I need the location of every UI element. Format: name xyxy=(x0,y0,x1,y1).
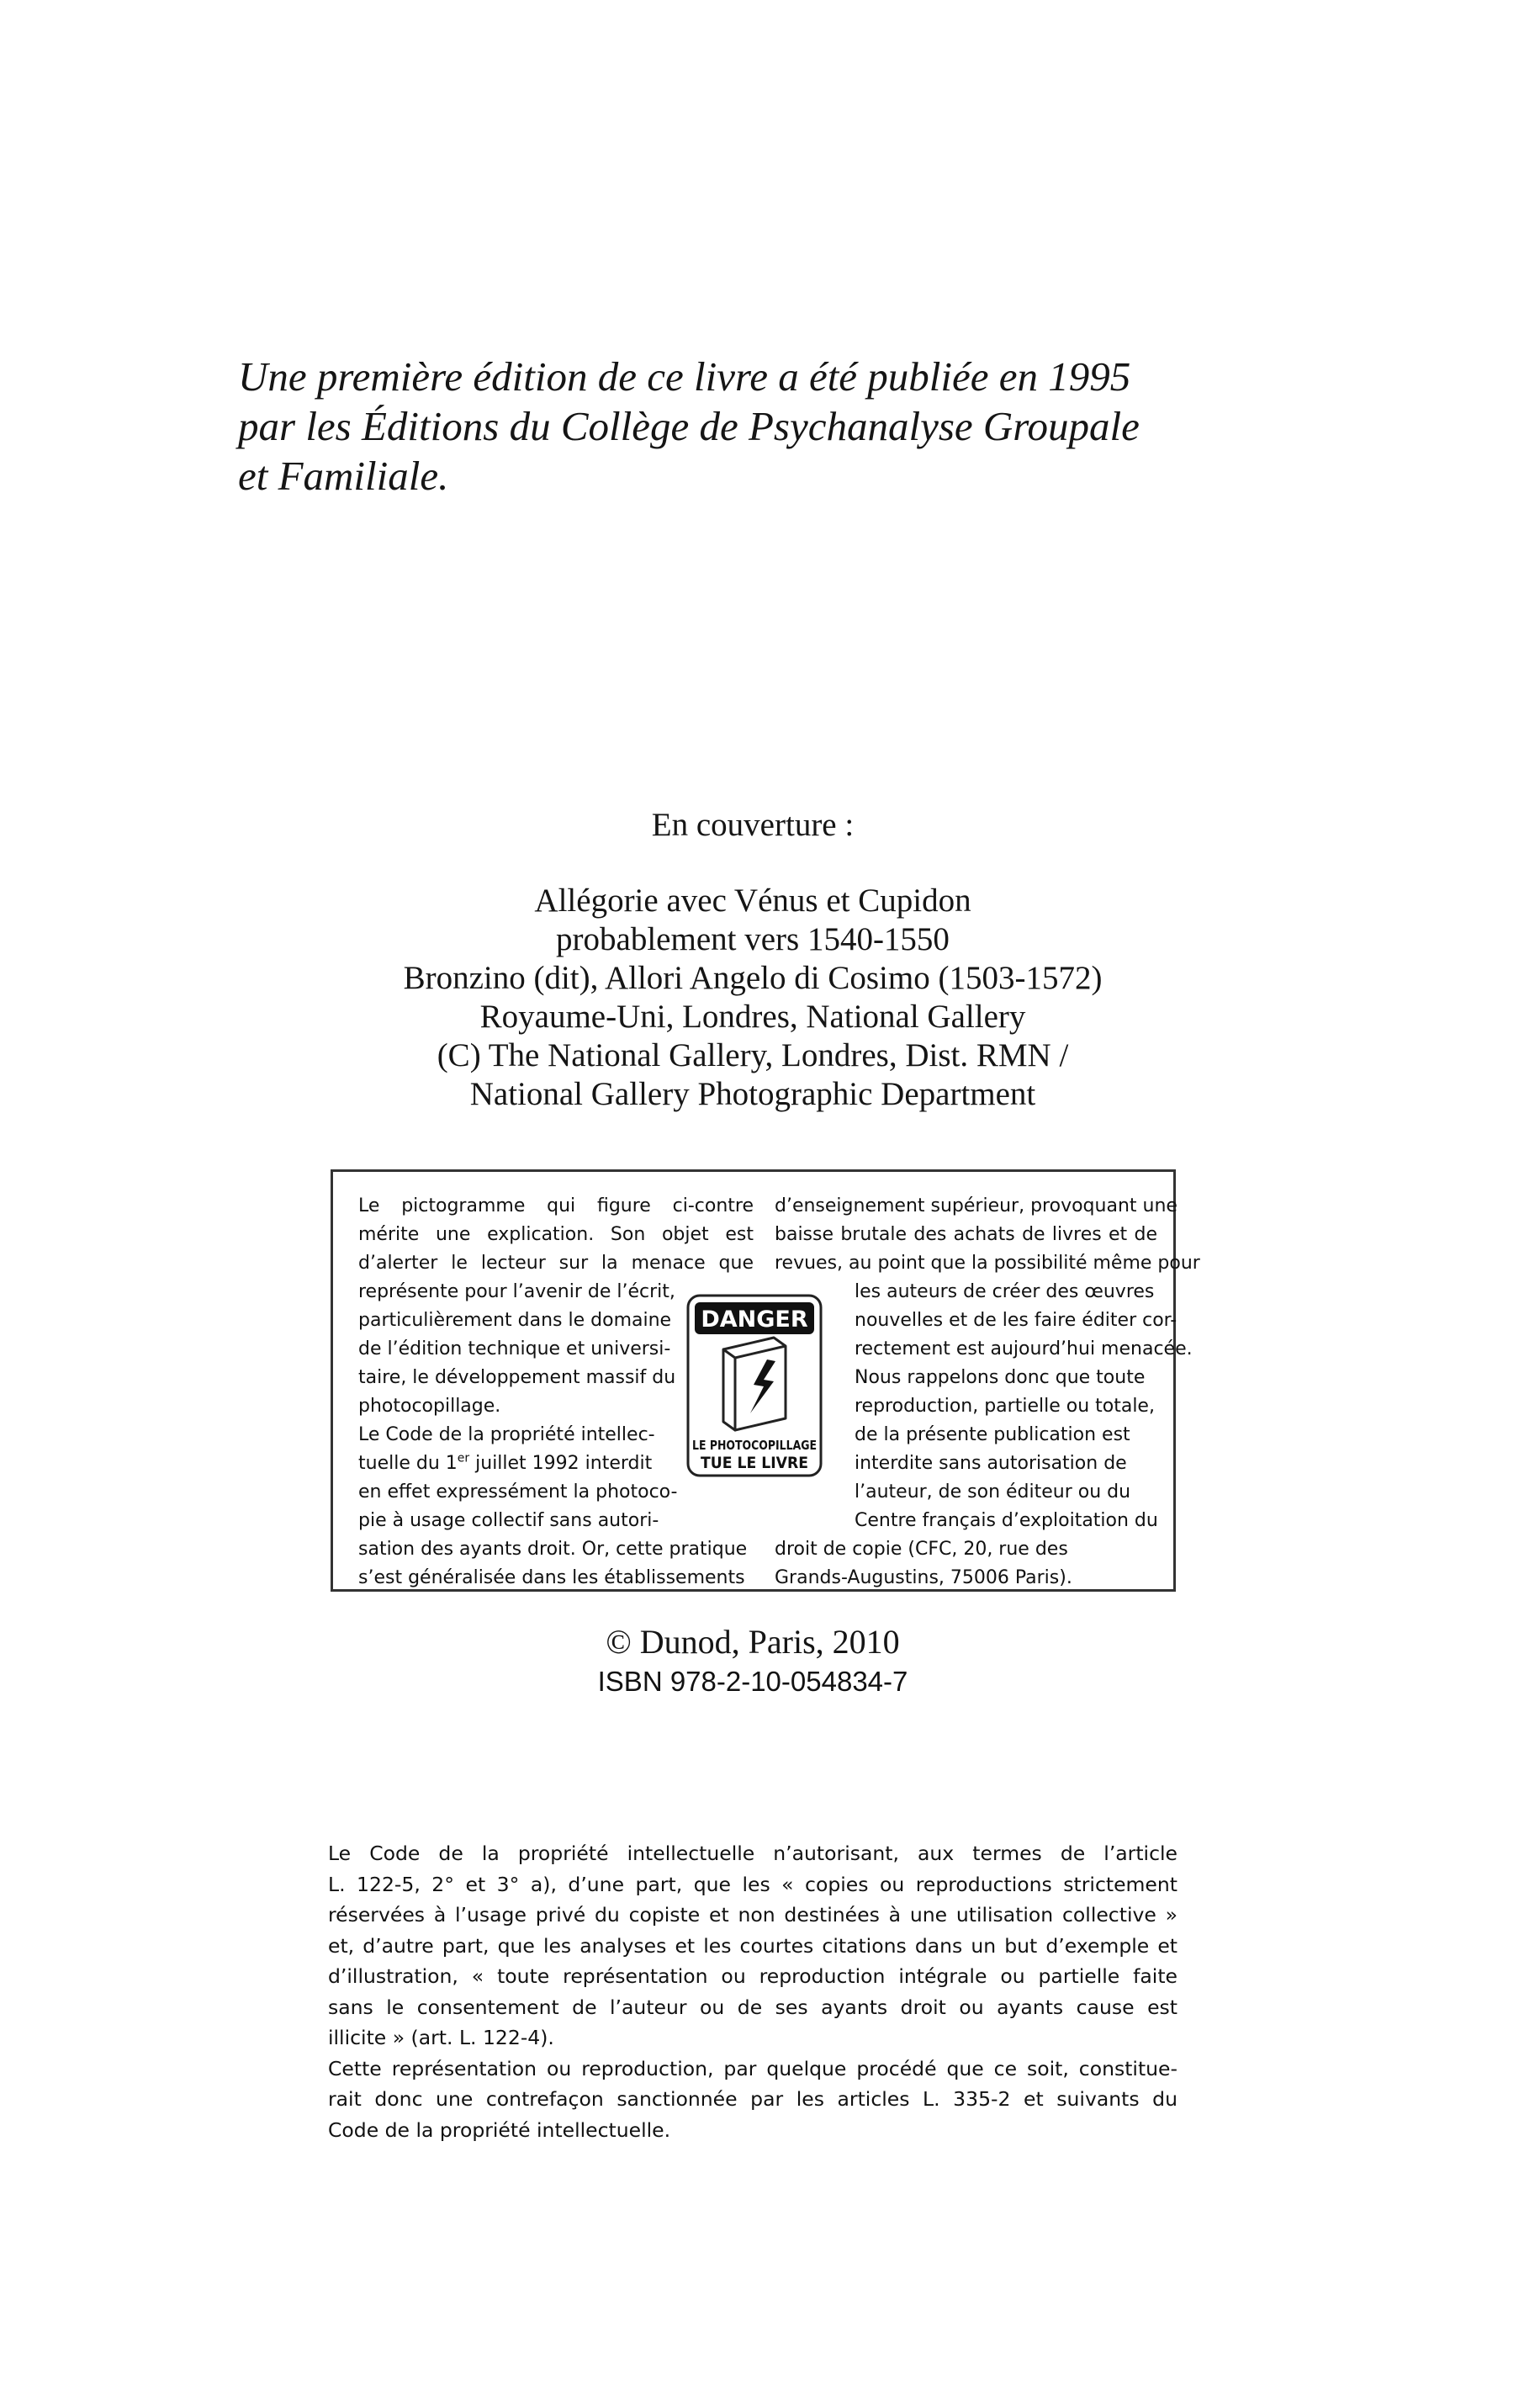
legal-line: sans le consentement de l’auteur ou de ses ayants droit ou ayants cause est xyxy=(328,1995,1177,2019)
cover-credit-line: Royaume-Uni, Londres, National Gallery xyxy=(479,999,1026,1035)
notice-line: l’auteur, de son éditeur ou du xyxy=(855,1481,1131,1503)
notice-line: sation des ayants droit. Or, cette pratique xyxy=(358,1539,748,1560)
legal-line: d’illustration, « toute représentation ou reproduction intégrale ou partielle faite xyxy=(328,1964,1177,1988)
legal-line: et, d’autre part, que les analyses et les courtes citations dans un but d’exemple et xyxy=(328,1933,1177,1958)
legal-line: L. 122-5, 2° et 3° a), d’une part, que les « copies ou reproductions strictement xyxy=(328,1872,1177,1896)
cover-credit-lines xyxy=(278,882,1228,1114)
notice-line: de la présente publication est xyxy=(855,1424,1130,1445)
notice-line: Nous rappelons donc que toute xyxy=(855,1367,1146,1388)
notice-line: pie à usage collectif sans autori- xyxy=(358,1510,659,1531)
legal-line: Code de la propriété intellectuelle. xyxy=(328,2117,671,2142)
notice-right-column xyxy=(775,1192,1200,1593)
notice-line: interdite sans autorisation de xyxy=(855,1453,1127,1474)
cover-credit-line: Allégorie avec Vénus et Cupidon xyxy=(534,882,971,919)
cover-credit-line: Bronzino (dit), Allori Angelo di Cosimo (1503-1572) xyxy=(403,960,1103,996)
first-edition-note xyxy=(238,352,1331,501)
notice-line: de l’édition technique et universi- xyxy=(358,1338,671,1359)
notice-line: nouvelles et de les faire éditer cor- xyxy=(855,1310,1177,1331)
danger-label: DANGER xyxy=(701,1306,808,1333)
cover-credits xyxy=(278,806,1228,1114)
notice-text: juillet 1992 interdit xyxy=(469,1453,653,1474)
notice-line: droit de copie (CFC, 20, rue des xyxy=(775,1539,1068,1560)
first-edition-line: et Familiale. xyxy=(238,453,449,499)
notice-line: particulièrement dans le domaine xyxy=(358,1310,672,1331)
notice-line: revues, au point que la possibilité même pour xyxy=(775,1253,1200,1274)
notice-text: tuelle du 1 xyxy=(358,1453,458,1474)
photocopillage-label: LE PHOTOCOPILLAGE xyxy=(692,1438,817,1453)
notice-line: Le Code de la propriété intellec- xyxy=(358,1424,655,1445)
first-edition-line: par les Éditions du Collège de Psychanalyse Groupale xyxy=(238,403,1140,449)
cover-credit-line: National Gallery Photographic Department xyxy=(469,1076,1036,1112)
copyright-line: © Dunod, Paris, 2010 xyxy=(606,1623,900,1661)
cover-credit-line: (C) The National Gallery, Londres, Dist. RMN / xyxy=(437,1037,1069,1073)
notice-line: représente pour l’avenir de l’écrit, xyxy=(358,1281,675,1302)
notice-line: rectement est aujourd’hui menacée. xyxy=(855,1338,1193,1359)
notice-line: d’alerter le lecteur sur la menace que xyxy=(358,1253,754,1274)
notice-line: reproduction, partielle ou totale, xyxy=(855,1396,1155,1417)
notice-line: Le pictogramme qui figure ci-contre xyxy=(358,1195,754,1216)
notice-line: s’est généralisée dans les établissements xyxy=(358,1567,745,1588)
legal-line: illicite » (art. L. 122-4). xyxy=(328,2026,554,2049)
legal-notice xyxy=(328,1838,1177,2145)
superscript: er xyxy=(457,1451,470,1465)
notice-line: Centre français d’exploitation du xyxy=(855,1510,1158,1531)
legal-line: réservées à l’usage privé du copiste et non destinées à une utilisation collective » xyxy=(328,1903,1177,1927)
notice-line: taire, le développement massif du xyxy=(358,1367,676,1388)
first-edition-line: Une première édition de ce livre a été publiée en 1995 xyxy=(238,353,1131,400)
cover-credit-line: probablement vers 1540-1550 xyxy=(556,921,950,957)
notice-line: les auteurs de créer des œuvres xyxy=(855,1281,1155,1302)
notice-line: mérite une explication. Son objet est xyxy=(358,1224,754,1245)
cover-heading: En couverture : xyxy=(651,807,855,843)
tue-le-livre-label: TUE LE LIVRE xyxy=(701,1454,808,1472)
photocopy-notice-box xyxy=(331,1169,1200,1592)
notice-line: baisse brutale des achats de livres et de xyxy=(775,1224,1157,1245)
notice-line: photocopillage. xyxy=(358,1396,501,1417)
legal-line: rait donc une contrefaçon sanctionnée par les articles L. 335-2 et suivants du xyxy=(328,2087,1177,2111)
notice-line: d’enseignement supérieur, provoquant une xyxy=(775,1195,1177,1216)
legal-line: Le Code de la propriété intellectuelle n’autorisant, aux termes de l’article xyxy=(328,1842,1177,1865)
notice-line: en effet expressément la photoco- xyxy=(358,1481,678,1503)
isbn-line: ISBN 978-2-10-054834-7 xyxy=(597,1666,908,1697)
legal-line: Cette représentation ou reproduction, par quelque procédé que ce soit, constitue- xyxy=(328,2056,1177,2080)
notice-line: Grands-Augustins, 75006 Paris). xyxy=(775,1567,1072,1588)
